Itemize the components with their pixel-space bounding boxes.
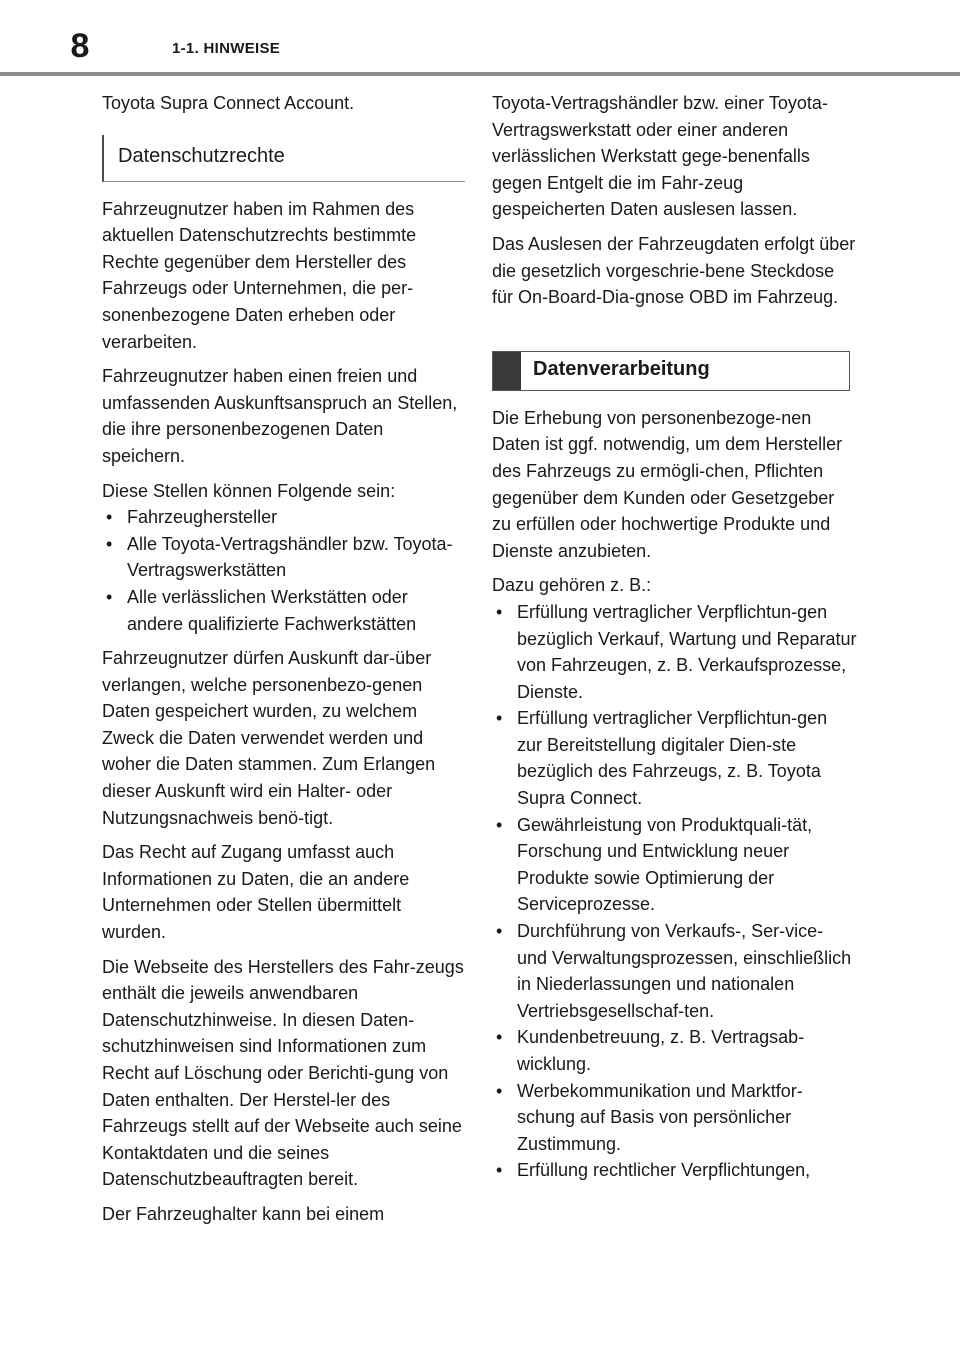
paragraph: Das Recht auf Zugang umfasst auch Informationen zu Daten, die an andere Unternehmen oder Stellen übermittelt wurden.: [102, 842, 410, 943]
list-item: • Erfüllung rechtlicher Verpflichtungen,: [492, 1157, 857, 1184]
list-item: • Durchführung von Verkaufs-, Ser-vice- und Verwaltungsprozessen, einschließlich in Niederlassungen und nationalen Vertriebsgesellschaf-ten.: [492, 918, 857, 1024]
list-item: • Erfüllung vertraglicher Verpflichtun-gen zur Bereitstellung digitaler Dien-ste bezüglich des Fahrzeugs, z. B. Toyota Supra Connect.: [492, 705, 857, 811]
list-item: • Werbekommunikation und Marktfor-schung auf Basis von persönlicher Zustimmung.: [492, 1078, 857, 1158]
list-item: • Gewährleistung von Produktquali-tät, Forschung und Entwicklung neuer Produkte sowie Optimierung der Serviceprozesse.: [492, 812, 857, 918]
page-number: 8: [70, 27, 90, 65]
paragraph: Fahrzeugnutzer dürfen Auskunft dar-über verlangen, welche personenbezo-genen Daten gespeichert wurden, zu welchem Zweck die Daten verwendet werden und woher die Daten stammen. Zum Erlangen dieser Auskunft wird ein Halter- oder Nutzungsnachweis benö-tigt.: [102, 648, 436, 828]
intro-text: Toyota Supra Connect Account.: [102, 93, 355, 113]
paragraph: Der Fahrzeughalter kann bei einem: [102, 1203, 385, 1224]
list-item: • Fahrzeughersteller: [102, 504, 467, 531]
paragraph: Dazu gehören z. B.:: [492, 575, 652, 596]
paragraph: Das Auslesen der Fahrzeugdaten erfolgt über die gesetzlich vorgeschrie-bene Steckdose für On-Board-Dia-gnose OBD im Fahrzeug.: [492, 233, 856, 308]
heading-marker: [493, 352, 521, 390]
bullet-list: [102, 504, 467, 637]
bullet-list: [492, 599, 857, 1184]
paragraph: Diese Stellen können Folgende sein:: [102, 480, 396, 501]
list-item: • Alle verlässlichen Werkstätten oder andere qualifizierte Fachwerkstätten: [102, 584, 467, 637]
paragraph: Fahrzeugnutzer haben im Rahmen des aktuellen Datenschutzrechts bestimmte Rechte gegenüber dem Hersteller des Fahrzeugs oder Unternehmen, die per-sonenbezogene Daten erheben oder verarbeiten.: [102, 198, 417, 352]
paragraph: Die Erhebung von personenbezoge-nen Daten ist ggf. notwendig, um dem Hersteller des Fahrzeugs zu ermögli-chen, Pflichten gegenüber dem Kunden oder Gesetzgeber zu erfüllen oder hochwertige Produkte und Dienste anzubieten.: [492, 407, 843, 561]
paragraph: Toyota-Vertragshändler bzw. einer Toyota-Vertragswerkstatt oder einer anderen verlässlichen Werkstatt gege-benenfalls gegen Entgelt die im Fahr-zeug gespeicherten Daten auslesen lassen.: [492, 93, 828, 220]
page-header: [0, 0, 960, 76]
list-item: • Kundenbetreuung, z. B. Vertragsab-wicklung.: [492, 1024, 857, 1077]
paragraph: Fahrzeugnutzer haben einen freien und umfassenden Auskunftsanspruch an Stellen, die ihre personenbezogenen Daten speichern.: [102, 366, 458, 466]
section-title: 1-1. HINWEISE: [172, 40, 281, 57]
paragraph: Die Webseite des Herstellers des Fahr-zeugs enthält die jeweils anwendbaren Datenschutzhinweise. In diesen Daten-schutzhinweisen sind Informationen zum Recht auf Löschung oder Berichti-gung von Daten enthalten. Der Herstel-ler des Fahrzeugs stellt auf der Webseite auch seine Kontaktdaten und die seines Datenschutzbeauftragten bereit.: [102, 956, 464, 1190]
right-column: [492, 90, 857, 1192]
heading-text: Datenschutzrechte: [118, 144, 285, 167]
header-divider: [0, 72, 960, 76]
list-item: • Erfüllung vertraglicher Verpflichtun-gen bezüglich Verkauf, Wartung und Reparatur von Fahrzeugen, z. B. Verkaufsprozesse, Dienste.: [492, 599, 857, 705]
left-column: [102, 90, 467, 1236]
list-item: • Alle Toyota-Vertragshändler bzw. Toyota-Vertragswerkstätten: [102, 531, 467, 584]
heading-datenverarbeitung: [492, 351, 850, 391]
heading-datenschutzrechte: [102, 135, 465, 182]
heading-text: Datenverarbeitung: [533, 357, 710, 380]
